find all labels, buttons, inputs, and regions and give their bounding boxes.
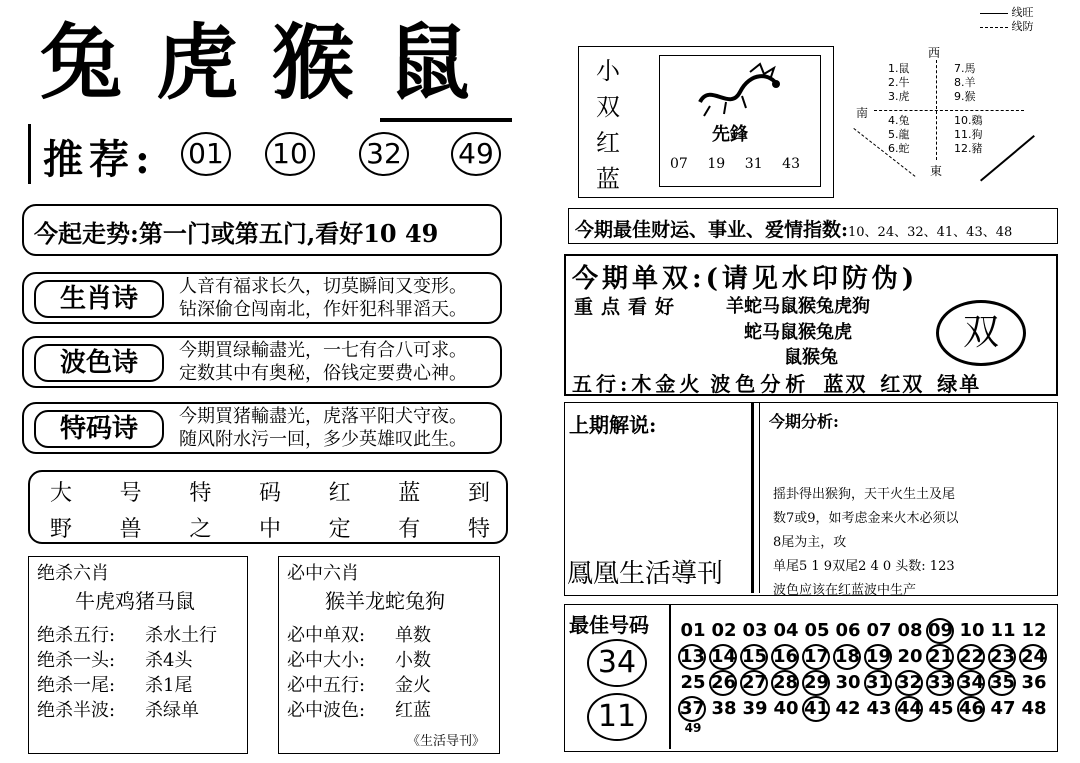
grid-number: 41 [802,696,830,722]
sd-wuxing-row [572,368,981,397]
legend-text: 线防 [1011,20,1034,33]
analysis-line: 单尾5 1 9双尾2 4 0 头数: 123 [773,559,955,574]
grid-number: 33 [926,670,954,696]
poem-line: 今期買猪輸盡光，虎落平阳犬守夜。 [179,406,467,427]
source-note: 《生活导刊》 [407,734,486,749]
analysis-line: 数7或9，如考虑金来火木必须以 [773,511,959,526]
sd-wuxing-tail: 波色分析 [710,372,811,396]
must-item-label: 必中单双: [287,625,366,646]
grid-number: 32 [895,670,923,696]
grid-number: 47 [990,698,1016,719]
kill-item-label: 绝杀一头: [37,650,116,671]
luck-box [568,208,1058,244]
grid-number: 22 [957,644,985,670]
compass-item: 7.馬 [954,62,976,75]
poem-zodiac [22,272,502,324]
grid-number: 44 [895,696,923,722]
slogan-box [28,470,508,544]
recommend-label: 推荐: [43,136,156,183]
poem-line: 随风附水污一回，多少英雄叹此生。 [179,429,467,450]
compass-item: 9.猴 [954,90,976,103]
grid-number: 20 [897,646,923,667]
must-box [278,556,500,754]
grid-number: 03 [742,620,768,641]
sd-focus-line: 蛇马鼠猴兔虎 [744,322,852,343]
grid-number: 15 [740,644,768,670]
luck-label: 今期最佳财运、事业、爱情指数: [575,219,849,241]
grid-number: 43 [866,698,892,719]
recommend-number: 32 [359,132,409,176]
slogan-char: 红 [328,481,351,506]
single-double-box [564,254,1058,396]
sd-color: 红双 [880,372,925,396]
must-item-label: 必中五行: [287,675,366,696]
best-pick: 34 [587,639,647,687]
grid-number: 49 [684,722,702,734]
title-rule [380,118,512,122]
must-item-value: 单数 [395,625,431,646]
must-item-value: 红蓝 [395,700,431,721]
best-divider [669,605,671,749]
slogan-char: 之 [189,517,212,542]
grid-number: 06 [835,620,861,641]
recommend-number: 10 [265,132,315,176]
compass-item: 11.狗 [954,128,983,141]
compass-item: 1.鼠 [888,62,910,75]
grid-number: 36 [1021,672,1047,693]
page-title: 兔虎猴鼠 [40,16,505,111]
grid-number: 35 [988,670,1016,696]
grid-number: 17 [802,644,830,670]
grid-number: 28 [771,670,799,696]
dragon-icon [690,62,786,120]
kill-box [28,556,248,754]
slogan-char: 兽 [119,517,142,542]
luck-text [575,215,1012,242]
grid-number: 07 [866,620,892,641]
pioneer-box [578,46,834,198]
trend-text: 今起走势:第一门或第五门,看好10 49 [34,219,439,248]
analysis-line: 摇卦得出猴狗，天干火生土及尾 [773,487,956,502]
pioneer-side-char: 双 [596,93,620,121]
compass-right-list [954,62,983,156]
poem-line: 人音有福求长久，切莫瞬间又变形。 [179,276,467,297]
kill-item-value: 杀4头 [145,650,193,671]
pioneer-number: 43 [782,156,800,172]
sd-wuxing: 五行:木金火 [572,372,704,396]
legend-text: 线旺 [1011,6,1034,19]
legend-solid [980,6,1034,20]
compass-item: 10.鷄 [954,114,983,127]
sd-focus-line: 鼠猴兔 [784,347,838,368]
slogan-char: 特 [467,517,490,542]
pioneer-number: 31 [744,156,763,172]
grid-number: 11 [990,620,1016,641]
compass-item: 12.豬 [954,142,983,155]
analysis-box [564,402,1058,596]
grid-number: 29 [802,670,830,696]
slogan-char: 特 [189,481,212,506]
slogan-char: 定 [328,517,351,542]
sd-badge: 双 [936,300,1026,366]
grid-number: 02 [711,620,737,641]
must-item-value: 金火 [395,675,431,696]
pioneer-label: 先鋒 [712,124,748,145]
grid-number: 46 [957,696,985,722]
grid-number: 18 [833,644,861,670]
analysis-lines [773,483,959,603]
grid-number: 12 [1021,620,1047,641]
grid-number: 37 [678,696,706,722]
brand-logo: 鳳凰生活導刊 [567,559,724,589]
legend-dashed [980,20,1034,34]
grid-number: 30 [835,672,861,693]
grid-number: 42 [835,698,861,719]
slogan-row [50,476,490,507]
poem-line: 钻深偷仓闯南北，作奸犯科罪滔天。 [179,299,467,320]
poem-special [22,402,502,454]
grid-number: 25 [680,672,706,693]
grid-number: 14 [709,644,737,670]
grid-number: 21 [926,644,954,670]
compass-item: 5.龍 [888,128,910,141]
sd-focus-label: 重点看好 [574,296,683,318]
grid-number: 16 [771,644,799,670]
analysis-divider-thin [759,403,760,593]
pioneer-number: 19 [707,156,726,172]
sd-color: 绿单 [937,372,982,396]
compass-item: 3.虎 [888,90,910,103]
grid-number: 31 [864,670,892,696]
kill-item-label: 绝杀一尾: [37,675,116,696]
grid-number: 23 [988,644,1016,670]
kill-item-label: 绝杀五行: [37,625,116,646]
grid-number: 13 [678,644,706,670]
grid-number: 26 [709,670,737,696]
recommend-panel [28,124,515,184]
sd-color: 蓝双 [823,372,868,396]
slogan-char: 到 [467,481,490,506]
sd-header: 今期单双:(请见水印防伪) [572,264,919,294]
pioneer-side-char: 小 [596,57,620,85]
recommend-number: 49 [451,132,501,176]
grid-number: 09 [926,618,954,644]
grid-number: 27 [740,670,768,696]
poem-label: 特码诗 [34,410,164,448]
grid-number: 05 [804,620,830,641]
compass-item: 2.牛 [888,76,910,89]
must-item-label: 必中波色: [287,700,366,721]
compass-diagonal-solid [980,135,1035,182]
grid-number: 40 [773,698,799,719]
luck-numbers: 10、24、32、41、43、48 [848,225,1013,240]
grid-number: 34 [957,670,985,696]
poem-color [22,336,502,388]
current-label: 今期分析: [769,412,839,431]
best-label: 最佳号码 [569,613,649,637]
compass-item: 8.羊 [954,76,976,89]
pioneer-side-char: 红 [596,129,620,157]
pioneer-side-char: 蓝 [596,165,620,193]
grid-number: 48 [1021,698,1047,719]
must-title: 必中六肖 [287,563,359,584]
must-zodiacs: 猴羊龙蛇兔狗 [325,589,445,613]
poem-label: 生肖诗 [34,280,164,318]
pioneer-number: 07 [670,156,688,172]
poem-line: 今期買绿輸盡光，一七有合八可求。 [179,340,467,361]
compass-south: 南 [856,106,869,120]
recommend-number: 01 [181,132,231,176]
grid-number: 39 [742,698,768,719]
analysis-divider [751,403,754,593]
compass-left-list [888,62,910,156]
grid-number: 10 [959,620,985,641]
kill-item-value: 杀1尾 [145,675,193,696]
last-label: 上期解说: [569,413,657,437]
sd-focus-line: 羊蛇马鼠猴兔虎狗 [726,296,870,317]
slogan-char: 蓝 [398,481,421,506]
grid-number: 38 [711,698,737,719]
grid-number: 04 [773,620,799,641]
kill-title: 绝杀六肖 [37,563,109,584]
trend-box [22,204,502,256]
kill-item-label: 绝杀半波: [37,700,116,721]
grid-number: 19 [864,644,892,670]
analysis-line: 波色应该在红蓝波中生产 [773,583,917,598]
grid-number: 01 [680,620,706,641]
best-pick: 11 [587,693,647,741]
grid-number: 45 [928,698,954,719]
grid-number: 24 [1019,644,1047,670]
must-item-label: 必中大小: [287,650,366,671]
slogan-row [50,512,490,543]
pioneer-side-text [593,53,623,197]
grid-number: 08 [897,620,923,641]
kill-item-value: 杀水土行 [145,625,217,646]
compass-item: 4.兔 [888,114,910,127]
pioneer-inner [659,55,821,187]
must-item-value: 小数 [395,650,431,671]
slogan-char: 有 [398,517,421,542]
slogan-char: 码 [258,481,281,506]
compass-item: 6.蛇 [888,142,910,155]
kill-zodiacs: 牛虎鸡猪马鼠 [75,589,195,613]
compass-west: 西 [928,46,941,60]
slogan-char: 号 [119,481,142,506]
slogan-char: 野 [50,517,73,542]
poem-line: 定数其中有奥秘，俗钱定要费心神。 [179,363,467,384]
poem-label: 波色诗 [34,344,164,382]
kill-item-value: 杀绿单 [145,700,199,721]
pioneer-numbers [670,156,800,172]
analysis-line: 8尾为主，攻 [773,535,847,550]
compass-east: 東 [930,164,943,178]
slogan-char: 中 [258,517,281,542]
compass-diagram [850,40,1050,190]
slogan-char: 大 [50,481,73,506]
compass-legend [980,6,1034,34]
